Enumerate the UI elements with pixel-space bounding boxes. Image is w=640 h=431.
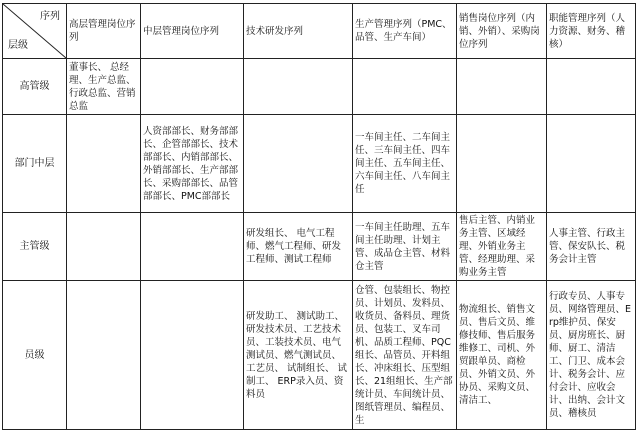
cell-executive-function — [547, 59, 636, 115]
column-header-production: 生产管理序列（PMC、品管、生产车间） — [353, 4, 457, 59]
header-row — [3, 4, 636, 59]
cell-department-rd — [244, 115, 353, 213]
row-header-staff: 员级 — [3, 281, 67, 430]
table-row-department — [3, 115, 636, 213]
cell-executive-production — [353, 59, 457, 115]
column-header-sales: 销售岗位序列（内销、外销）、采购岗位序列 — [457, 4, 547, 59]
column-header-senior: 高层管理岗位序列 — [67, 4, 141, 59]
cell-department-sales — [457, 115, 547, 213]
cell-staff-function: 行政专员、人事专员、网络管理员、Erp维护员、保安员、厨房班长、厨师、厨工、清洁工、门卫、成本会计、税务会计、应付会计、应收会计、出纳、会计文员、稽核员 — [547, 281, 636, 430]
table-row-supervisor — [3, 213, 636, 281]
cell-department-senior — [67, 115, 141, 213]
cell-supervisor-senior — [67, 213, 141, 281]
cell-executive-rd — [244, 59, 353, 115]
cell-department-production: 一车间主任、二车间主任、三车间主任、四车间主任、五车间主任、六车间主任、八车间主任 — [353, 115, 457, 213]
cell-department-middle: 人资部部长、财务部部长、企管部部长、技术部部长、内销部部长、外销部部长、生产部部长、采购部部长、品管部部长、PMC部部长 — [141, 115, 244, 213]
cell-staff-middle — [141, 281, 244, 430]
table-row-executive — [3, 59, 636, 115]
corner-level-label: 层级 — [8, 40, 28, 51]
cell-supervisor-rd: 研发组长、 电气工程师、燃气工程师、研发工程师、测试工程师 — [244, 213, 353, 281]
cell-supervisor-middle — [141, 213, 244, 281]
table-row-staff — [3, 281, 636, 430]
row-header-supervisor: 主管级 — [3, 213, 67, 281]
column-header-rd: 技术研发序列 — [244, 4, 353, 59]
cell-staff-production: 仓管、包装组长、物控员、计划员、发料员、收货员、备料员、理货员、包装工、叉车司机、品质工程师、PQC组长、品管员、开料组长、冲床组长、压型组长、21组组长、生产部统计员、车间统计员、图纸管理员、编程员、生 — [353, 281, 457, 430]
column-header-function: 职能管理序列（人力资源、财务、稽核） — [547, 4, 636, 59]
cell-executive-middle — [141, 59, 244, 115]
cell-staff-senior — [67, 281, 141, 430]
cell-supervisor-production: 一车间主任助理、五车间主任助理、计划主管、成品仓主管、材料仓主管 — [353, 213, 457, 281]
cell-supervisor-function: 人事主管、行政主管、保安队长、税务会计主管 — [547, 213, 636, 281]
cell-department-function — [547, 115, 636, 213]
cell-staff-rd: 研发助工、 测试助工、 研发技术员、工艺技术员、工装技术员、电气测试员、燃气测试员、工艺员、 试制组长、 试制工、 ERP录入员、资料员 — [244, 281, 353, 430]
corner-cell — [3, 4, 67, 59]
corner-sequence-label: 序列 — [40, 11, 60, 22]
cell-staff-sales: 物流组长、销售文员、售后文员、维修技师、售后服务维修工、司机、外贸跟单员、商检员、外销文员、外协员、采购文员、清洁工、 — [457, 281, 547, 430]
job-sequence-table — [2, 3, 636, 430]
row-header-department: 部门中层 — [3, 115, 67, 213]
cell-executive-sales — [457, 59, 547, 115]
column-header-middle: 中层管理岗位序列 — [141, 4, 244, 59]
cell-supervisor-sales: 售后主管、内销业务主管、区域经理、外销业务主管、经理助理、采购业务主管 — [457, 213, 547, 281]
row-header-executive: 高管级 — [3, 59, 67, 115]
cell-executive-senior: 董事长、 总经理、生产总监、行政总监、营销总监 — [67, 59, 141, 115]
